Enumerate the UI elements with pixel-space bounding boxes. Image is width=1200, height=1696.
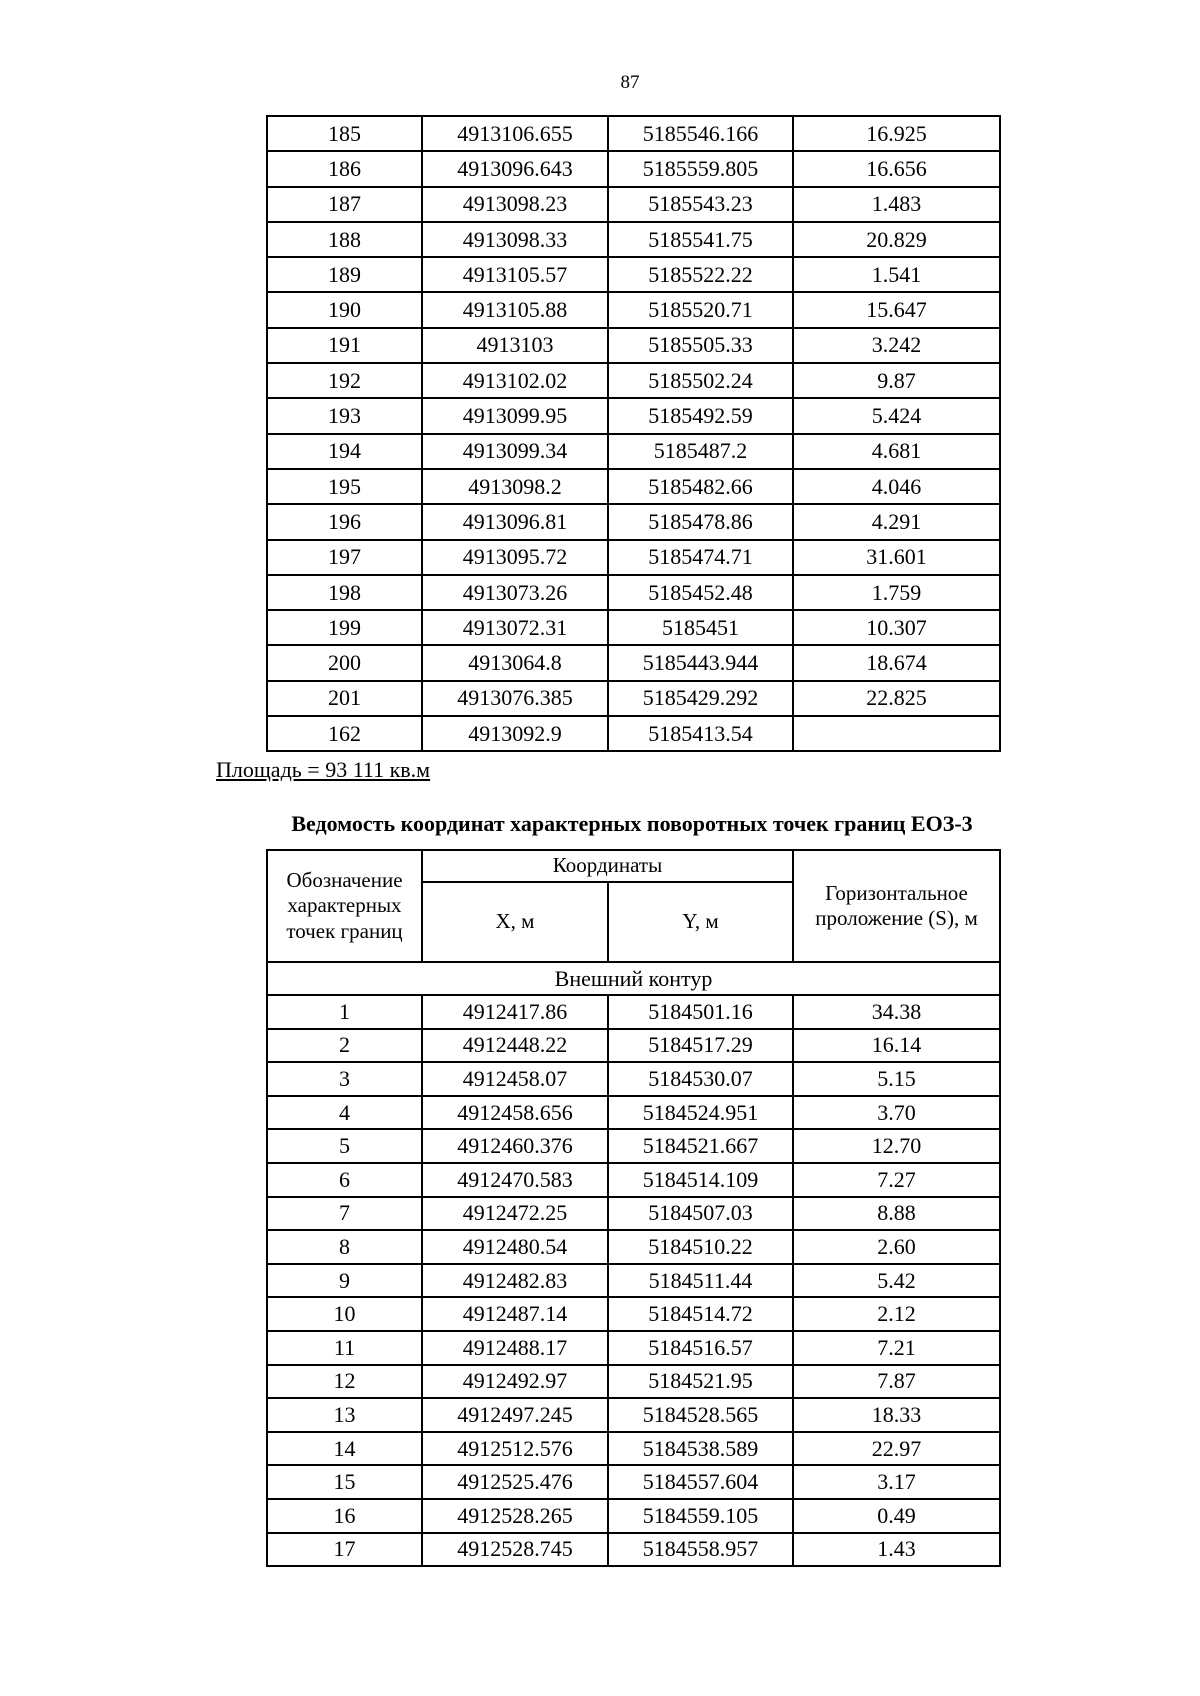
coordinates-table-continued-body [267,116,1000,751]
point-number-cell: 4 [267,1096,422,1130]
y-coordinate-cell: 5185520.71 [608,292,793,327]
x-coordinate-cell: 4912482.83 [422,1264,608,1298]
y-coordinate-cell: 5184538.589 [608,1432,793,1466]
y-coordinate-cell: 5185443.944 [608,645,793,680]
y-coordinate-cell: 5184510.22 [608,1230,793,1264]
point-number-cell: 198 [267,575,422,610]
point-number-cell: 12 [267,1365,422,1399]
y-coordinate-cell: 5184511.44 [608,1264,793,1298]
y-coordinate-cell: 5184514.72 [608,1297,793,1331]
x-coordinate-cell: 4913105.57 [422,257,608,292]
table-row [267,1297,1000,1331]
point-number-cell: 199 [267,610,422,645]
x-coordinate-cell: 4912512.576 [422,1432,608,1466]
table-row [267,645,1000,680]
table-row [267,469,1000,504]
table-header [267,850,1000,962]
distance-cell: 22.825 [793,681,1000,716]
point-number-cell: 190 [267,292,422,327]
distance-cell: 1.43 [793,1533,1000,1567]
table-row [267,1197,1000,1231]
table-row [267,1533,1000,1567]
y-coordinate-cell: 5185474.71 [608,540,793,575]
y-coordinate-cell: 5185546.166 [608,116,793,151]
distance-cell: 12.70 [793,1129,1000,1163]
x-coordinate-cell: 4913092.9 [422,716,608,751]
x-coordinate-cell: 4913098.2 [422,469,608,504]
point-number-cell: 2 [267,1029,422,1063]
point-number-cell: 197 [267,540,422,575]
table-row [267,1096,1000,1130]
distance-cell: 5.15 [793,1062,1000,1096]
y-coordinate-cell: 5185451 [608,610,793,645]
point-number-cell: 196 [267,504,422,539]
y-coordinate-cell: 5184517.29 [608,1029,793,1063]
distance-cell: 18.674 [793,645,1000,680]
x-coordinate-cell: 4912528.265 [422,1499,608,1533]
point-number-cell: 14 [267,1432,422,1466]
point-number-cell: 194 [267,434,422,469]
x-coordinate-cell: 4912488.17 [422,1331,608,1365]
point-number-cell: 7 [267,1197,422,1231]
point-number-cell: 9 [267,1264,422,1298]
y-coordinate-cell: 5184514.109 [608,1163,793,1197]
point-number-cell: 191 [267,328,422,363]
y-coordinate-cell: 5184521.95 [608,1365,793,1399]
point-number-cell: 11 [267,1331,422,1365]
table-row [267,187,1000,222]
x-coordinate-cell: 4913098.33 [422,222,608,257]
x-coordinate-cell: 4912497.245 [422,1398,608,1432]
table-row [267,1230,1000,1264]
distance-cell: 7.21 [793,1331,1000,1365]
point-number-cell: 8 [267,1230,422,1264]
point-number-cell: 162 [267,716,422,751]
area-summary: Площадь = 93 111 кв.м [216,757,431,782]
point-number-cell: 15 [267,1465,422,1499]
y-coordinate-cell: 5185429.292 [608,681,793,716]
table-row [267,116,1000,151]
point-number-cell: 5 [267,1129,422,1163]
table-row [267,1499,1000,1533]
table-row [267,1365,1000,1399]
table-row [267,540,1000,575]
y-coordinate-cell: 5184530.07 [608,1062,793,1096]
table-row [267,575,1000,610]
y-coordinate-cell: 5184557.604 [608,1465,793,1499]
page-number: 87 [620,72,640,93]
x-coordinate-cell: 4913099.95 [422,398,608,433]
table-row [267,292,1000,327]
coordinates-table-eoz3-body [267,962,1000,1566]
point-number-cell: 186 [267,151,422,186]
distance-cell: 2.60 [793,1230,1000,1264]
table-row [267,398,1000,433]
y-coordinate-cell: 5185541.75 [608,222,793,257]
y-coordinate-cell: 5184501.16 [608,995,793,1029]
table-row [267,995,1000,1029]
table-row [267,434,1000,469]
y-coordinate-cell: 5184516.57 [608,1331,793,1365]
distance-cell: 8.88 [793,1197,1000,1231]
table-row [267,1432,1000,1466]
distance-cell: 16.14 [793,1029,1000,1063]
point-number-cell: 16 [267,1499,422,1533]
distance-cell: 4.046 [793,469,1000,504]
y-coordinate-cell: 5185522.22 [608,257,793,292]
header-distance: Горизонтальное проложение (S), м [793,850,1000,962]
distance-cell: 16.656 [793,151,1000,186]
x-coordinate-cell: 4913105.88 [422,292,608,327]
x-coordinate-cell: 4912480.54 [422,1230,608,1264]
point-number-cell: 192 [267,363,422,398]
x-coordinate-cell: 4913106.655 [422,116,608,151]
table-row [267,1264,1000,1298]
distance-cell: 0.49 [793,1499,1000,1533]
point-number-cell: 189 [267,257,422,292]
point-number-cell: 187 [267,187,422,222]
x-coordinate-cell: 4912417.86 [422,995,608,1029]
y-coordinate-cell: 5185487.2 [608,434,793,469]
distance-cell: 31.601 [793,540,1000,575]
x-coordinate-cell: 4913072.31 [422,610,608,645]
table-row [267,1062,1000,1096]
distance-cell: 3.242 [793,328,1000,363]
y-coordinate-cell: 5184559.105 [608,1499,793,1533]
distance-cell: 15.647 [793,292,1000,327]
distance-cell: 7.27 [793,1163,1000,1197]
table-row [267,716,1000,751]
point-number-cell: 1 [267,995,422,1029]
x-coordinate-cell: 4912525.476 [422,1465,608,1499]
x-coordinate-cell: 4913076.385 [422,681,608,716]
distance-cell: 16.925 [793,116,1000,151]
distance-cell: 2.12 [793,1297,1000,1331]
x-coordinate-cell: 4912460.376 [422,1129,608,1163]
y-coordinate-cell: 5184521.667 [608,1129,793,1163]
distance-cell: 20.829 [793,222,1000,257]
table-heading: Ведомость координат характерных поворотных точек границ ЕОЗ-3 [291,811,973,836]
point-number-cell: 185 [267,116,422,151]
distance-cell: 3.17 [793,1465,1000,1499]
x-coordinate-cell: 4912448.22 [422,1029,608,1063]
y-coordinate-cell: 5185543.23 [608,187,793,222]
y-coordinate-cell: 5184528.565 [608,1398,793,1432]
table-row [267,681,1000,716]
point-number-cell: 201 [267,681,422,716]
y-coordinate-cell: 5185559.805 [608,151,793,186]
distance-cell: 5.424 [793,398,1000,433]
y-coordinate-cell: 5185492.59 [608,398,793,433]
point-number-cell: 13 [267,1398,422,1432]
point-number-cell: 17 [267,1533,422,1567]
table-row [267,257,1000,292]
table-row [267,1163,1000,1197]
x-coordinate-cell: 4913099.34 [422,434,608,469]
distance-cell: 7.87 [793,1365,1000,1399]
x-coordinate-cell: 4913098.23 [422,187,608,222]
y-coordinate-cell: 5185502.24 [608,363,793,398]
x-coordinate-cell: 4913102.02 [422,363,608,398]
distance-cell [793,716,1000,751]
x-coordinate-cell: 4912487.14 [422,1297,608,1331]
point-number-cell: 6 [267,1163,422,1197]
point-number-cell: 3 [267,1062,422,1096]
x-coordinate-cell: 4912458.656 [422,1096,608,1130]
x-coordinate-cell: 4913064.8 [422,645,608,680]
y-coordinate-cell: 5184558.957 [608,1533,793,1567]
distance-cell: 18.33 [793,1398,1000,1432]
table-row [267,504,1000,539]
distance-cell: 10.307 [793,610,1000,645]
table-row [267,222,1000,257]
distance-cell: 1.541 [793,257,1000,292]
point-number-cell: 10 [267,1297,422,1331]
table-row [267,151,1000,186]
x-coordinate-cell: 4913096.81 [422,504,608,539]
point-number-cell: 188 [267,222,422,257]
x-coordinate-cell: 4913095.72 [422,540,608,575]
header-points: Обозначение характерных точек границ [267,850,422,962]
y-coordinate-cell: 5185505.33 [608,328,793,363]
table-row [267,1331,1000,1365]
header-y: Y, м [608,882,793,962]
distance-cell: 5.42 [793,1264,1000,1298]
x-coordinate-cell: 4913103 [422,328,608,363]
table-row [267,363,1000,398]
x-coordinate-cell: 4912458.07 [422,1062,608,1096]
distance-cell: 34.38 [793,995,1000,1029]
header-x: X, м [422,882,608,962]
x-coordinate-cell: 4912470.583 [422,1163,608,1197]
distance-cell: 3.70 [793,1096,1000,1130]
distance-cell: 4.681 [793,434,1000,469]
section-title: Внешний контур [267,962,1000,995]
table-row [267,1129,1000,1163]
coordinates-table-continued [266,115,1001,752]
table-row [267,1465,1000,1499]
x-coordinate-cell: 4912472.25 [422,1197,608,1231]
point-number-cell: 200 [267,645,422,680]
table-row [267,610,1000,645]
table-row [267,1398,1000,1432]
header-coordinates: Координаты [422,850,793,882]
x-coordinate-cell: 4913096.643 [422,151,608,186]
x-coordinate-cell: 4913073.26 [422,575,608,610]
y-coordinate-cell: 5184524.951 [608,1096,793,1130]
distance-cell: 1.759 [793,575,1000,610]
point-number-cell: 195 [267,469,422,504]
y-coordinate-cell: 5185482.66 [608,469,793,504]
x-coordinate-cell: 4912492.97 [422,1365,608,1399]
distance-cell: 9.87 [793,363,1000,398]
y-coordinate-cell: 5185478.86 [608,504,793,539]
y-coordinate-cell: 5185413.54 [608,716,793,751]
distance-cell: 4.291 [793,504,1000,539]
distance-cell: 22.97 [793,1432,1000,1466]
table-row [267,328,1000,363]
y-coordinate-cell: 5184507.03 [608,1197,793,1231]
y-coordinate-cell: 5185452.48 [608,575,793,610]
x-coordinate-cell: 4912528.745 [422,1533,608,1567]
point-number-cell: 193 [267,398,422,433]
table-row [267,1029,1000,1063]
distance-cell: 1.483 [793,187,1000,222]
coordinates-table-eoz3 [266,849,1001,1567]
